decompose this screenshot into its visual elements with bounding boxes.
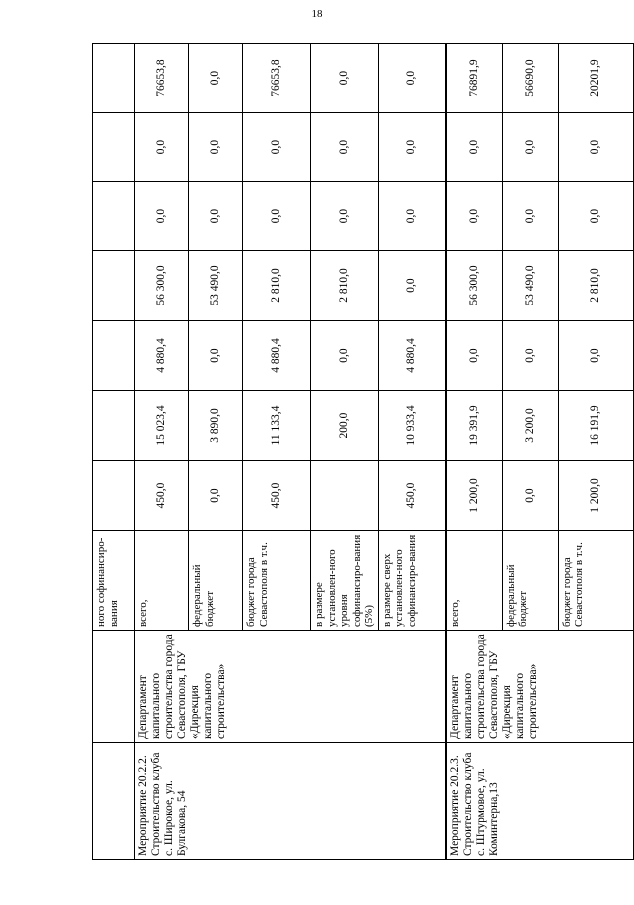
value-cell: 2 810,0 — [311, 251, 379, 321]
source-cell: в размере установлен-ного уровня софинансиро-вания (5%) — [311, 531, 379, 631]
value-cell: 76653,8 — [135, 44, 189, 113]
value-cell: 0,0 — [378, 182, 446, 251]
value-cell: 2 810,0 — [243, 251, 311, 321]
value-cell: 0,0 — [243, 113, 311, 182]
table-row — [135, 44, 189, 860]
value-cell: 3 890,0 — [189, 391, 243, 461]
value-cell: 0,0 — [311, 113, 379, 182]
source-cell: бюджет города Севастополя в т.ч. — [558, 531, 633, 631]
value-cell: 56690,0 — [502, 44, 558, 113]
value-cell: 450,0 — [378, 461, 446, 531]
source-cell: в размере сверх установлен-ного софинансиро-вания — [378, 531, 446, 631]
table-row — [93, 44, 135, 860]
value-cell: 53 490,0 — [502, 251, 558, 321]
value-cell: 0,0 — [378, 44, 446, 113]
value-cell: 0,0 — [189, 182, 243, 251]
value-cell: 0,0 — [502, 113, 558, 182]
source-cell: бюджет города Севастополя в т.ч. — [243, 531, 311, 631]
value-cell: 76653,8 — [243, 44, 311, 113]
value-cell: 4 880,4 — [135, 321, 189, 391]
source-cell: ного софинансиро-вания — [93, 531, 135, 631]
value-cell: 0,0 — [446, 113, 502, 182]
value-cell: 1 200,0 — [446, 461, 502, 531]
source-cell: всего, — [135, 531, 189, 631]
executor-cell — [93, 631, 135, 743]
value-cell: 0,0 — [558, 113, 633, 182]
value-cell: 0,0 — [446, 182, 502, 251]
measure-cell: Мероприятие 20.2.3. Строительство клуба с. Штурмовое, ул. Коминтерна,13 — [446, 743, 633, 860]
value-cell: 16 191,9 — [558, 391, 633, 461]
table-row — [446, 44, 502, 860]
value-cell: 15 023,4 — [135, 391, 189, 461]
budget-table — [92, 43, 634, 860]
value-cell: 0,0 — [311, 321, 379, 391]
value-cell: 0,0 — [446, 321, 502, 391]
value-cell: 1 200,0 — [558, 461, 633, 531]
value-cell: 450,0 — [243, 461, 311, 531]
value-cell: 0,0 — [558, 321, 633, 391]
executor-cell: Департамент капитального строительства города Севастополя, ГБУ «Дирекция капитального строительства» — [135, 631, 447, 743]
value-cell: 450,0 — [135, 461, 189, 531]
value-cell — [311, 461, 379, 531]
executor-cell: Департамент капитального строительства города Севастополя, ГБУ «Дирекция капитального строительства» — [446, 631, 633, 743]
value-cell: 0,0 — [502, 461, 558, 531]
value-cell: 2 810,0 — [558, 251, 633, 321]
measure-cell: Мероприятие 20.2.2. Строительство клуба с. Широкое, ул. Булгакова, 54 — [135, 743, 447, 860]
value-cell: 11 133,4 — [243, 391, 311, 461]
value-cell: 10 933,4 — [378, 391, 446, 461]
value-cell: 76891,9 — [446, 44, 502, 113]
rotated-table-wrapper — [92, 44, 632, 860]
value-cell: 200,0 — [311, 391, 379, 461]
value-cell: 0,0 — [311, 182, 379, 251]
value-cell: 0,0 — [378, 113, 446, 182]
value-cell: 0,0 — [189, 44, 243, 113]
value-cell: 0,0 — [135, 113, 189, 182]
value-cell: 0,0 — [243, 182, 311, 251]
value-cell: 4 880,4 — [378, 321, 446, 391]
source-cell: всего, — [446, 531, 502, 631]
value-cell: 0,0 — [189, 321, 243, 391]
page-number: 18 — [311, 8, 323, 20]
value-cell: 20201,9 — [558, 44, 633, 113]
value-cell: 53 490,0 — [189, 251, 243, 321]
value-cell: 0,0 — [135, 182, 189, 251]
value-cell: 0,0 — [502, 182, 558, 251]
value-cell: 0,0 — [378, 251, 446, 321]
value-cell: 56 300,0 — [446, 251, 502, 321]
value-cell: 0,0 — [558, 182, 633, 251]
value-cell: 0,0 — [311, 44, 379, 113]
source-cell: федеральный бюджет — [502, 531, 558, 631]
value-cell: 0,0 — [189, 461, 243, 531]
source-cell: федеральный бюджет — [189, 531, 243, 631]
measure-cell — [93, 743, 135, 860]
value-cell: 56 300,0 — [135, 251, 189, 321]
value-cell: 3 200,0 — [502, 391, 558, 461]
value-cell: 19 391,9 — [446, 391, 502, 461]
value-cell: 0,0 — [502, 321, 558, 391]
value-cell: 0,0 — [189, 113, 243, 182]
value-cell: 4 880,4 — [243, 321, 311, 391]
